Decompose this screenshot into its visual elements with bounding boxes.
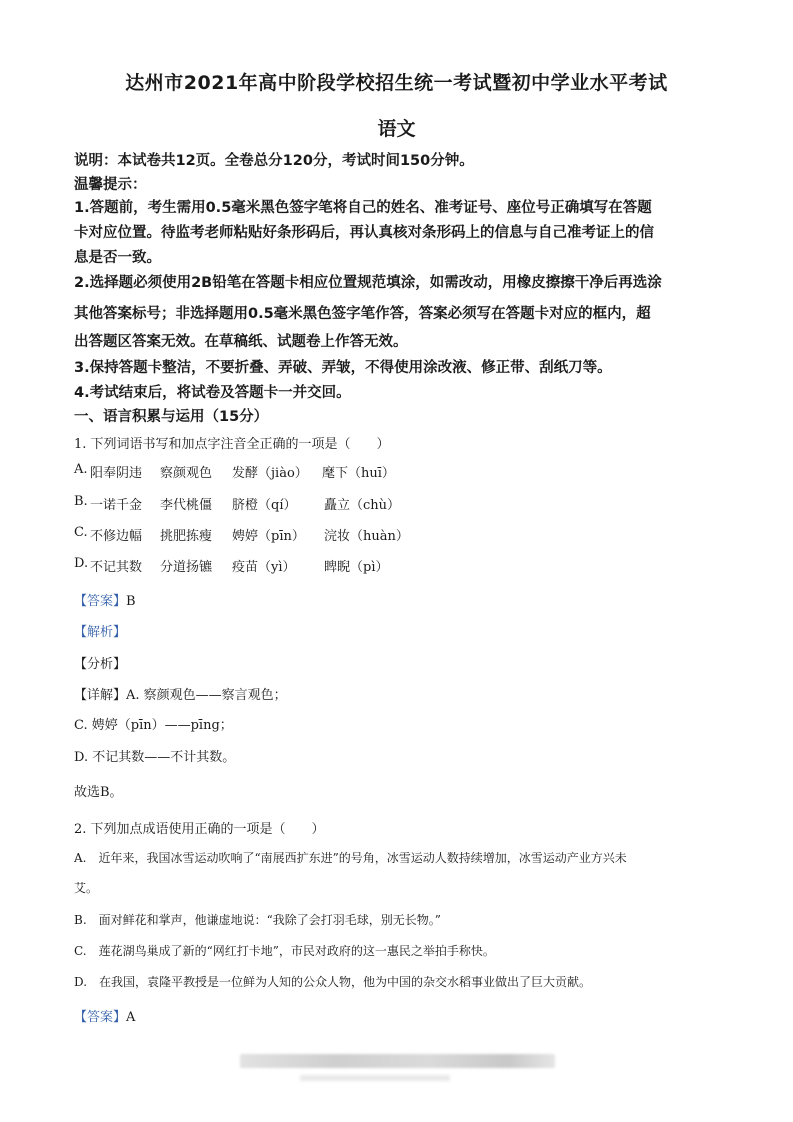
tip-4: 4.考试结束后，将试卷及答题卡一并交回。	[74, 385, 351, 401]
option-word-3: 娉婷（pīn）	[232, 529, 305, 544]
question-1-detail-d: D. 不记其数——不计其数。	[74, 750, 236, 765]
question-1-conclusion: 故选B。	[74, 785, 123, 800]
option-word-1: 一诺千金	[90, 498, 143, 513]
option-label: C.	[74, 525, 88, 540]
option-word-4: 浣妆（huàn）	[324, 529, 409, 544]
question-1-detail	[74, 684, 724, 703]
question-2-answer	[74, 1006, 724, 1025]
question-1-stem: 1. 下列词语书写和加点字注音全正确的一项是（ ）	[74, 437, 390, 452]
option-label: A.	[74, 462, 88, 477]
answer-tag: 【答案】	[74, 594, 127, 609]
blurred-footer	[240, 1054, 555, 1068]
question-1-fenxi: 【分析】	[74, 657, 127, 672]
tip-1-line-3: 息是否一致。	[74, 250, 161, 266]
exam-title: 达州市2021年高中阶段学校招生统一考试暨初中学业水平考试	[125, 72, 668, 94]
option-word-4: 矗立（chù）	[324, 498, 401, 513]
tip-3: 3.保持答题卡整洁，不要折叠、弄破、弄皱，不得使用涂改液、修正带、刮纸刀等。	[74, 360, 612, 376]
detail-tag: 【详解】	[74, 688, 127, 703]
option-word-2: 分道扬镳	[160, 560, 213, 575]
answer-value: A	[126, 1010, 136, 1025]
option-word-3: 发酵（jiào）	[232, 466, 308, 481]
question-1-detail-c: C. 娉婷（pīn）——pīng；	[74, 718, 233, 733]
option-label: B.	[74, 494, 88, 509]
question-2-option-a-line-2: 艾。	[74, 881, 99, 895]
question-2-stem: 2. 下列加点成语使用正确的一项是（ ）	[74, 822, 325, 837]
option-word-1: 不修边幅	[90, 529, 143, 544]
subject-title: 语文	[377, 118, 416, 140]
option-word-3: 脐橙（qí）	[232, 498, 297, 513]
option-word-2: 挑肥拣瘦	[160, 529, 213, 544]
tip-1-line-2: 卡对应位置。待监考老师粘贴好条形码后，再认真核对条形码上的信息与自己准考证上的信	[74, 225, 654, 241]
question-1-analysis-tag: 【解析】	[74, 625, 127, 640]
section-1-heading: 一、语言积累与运用（15分）	[74, 409, 269, 425]
tip-2-line-2: 其他答案标号；非选择题用0.5毫米黑色签字笔作答，答案必须写在答题卡对应的框内，超	[74, 306, 651, 322]
option-word-2: 察颜观色	[160, 466, 213, 481]
answer-tag: 【答案】	[74, 1010, 127, 1025]
option-word-2: 李代桃僵	[160, 498, 213, 513]
option-word-4: 睥睨（pì）	[324, 560, 389, 575]
question-1-answer	[74, 590, 724, 609]
blurred-footer-sub	[300, 1075, 450, 1081]
tip-2-line-3: 出答题区答案无效。在草稿纸、试题卷上作答无效。	[74, 334, 408, 350]
detail-a: A. 察颜观色——察言观色；	[126, 688, 287, 703]
option-word-4: 麾下（huī）	[322, 466, 395, 481]
question-2-option-b: B. 面对鲜花和掌声，他谦虚地说：“我除了会打羽毛球，别无长物。”	[74, 913, 441, 927]
tip-1-line-1: 1.答题前，考生需用0.5毫米黑色签字笔将自己的姓名、准考证号、座位号正确填写在答题	[74, 200, 652, 216]
question-2-option-a-line-1: A. 近年来，我国冰雪运动吹响了“南展西扩东进”的号角，冰雪运动人数持续增加，冰雪运动产业方兴未	[74, 851, 627, 865]
exam-note: 说明：本试卷共12页。全卷总分120分，考试时间150分钟。	[74, 153, 474, 169]
answer-value: B	[126, 594, 136, 609]
question-2-option-c: C. 莲花湖鸟巢成了新的“网红打卡地”，市民对政府的这一惠民之举拍手称快。	[74, 944, 495, 958]
tip-2-line-1: 2.选择题必须使用2B铅笔在答题卡相应位置规范填涂，如需改动，用橡皮擦擦干净后再选涂	[74, 275, 662, 291]
option-word-3: 疫苗（yì）	[232, 560, 296, 575]
option-label: D.	[74, 556, 89, 571]
option-word-1: 阳奉阴违	[90, 466, 143, 481]
question-2-option-d: D. 在我国，袁隆平教授是一位鲜为人知的公众人物，他为中国的杂交水稻事业做出了巨大贡献。	[74, 975, 592, 989]
tips-label: 温馨提示：	[74, 177, 147, 193]
option-word-1: 不记其数	[90, 560, 143, 575]
